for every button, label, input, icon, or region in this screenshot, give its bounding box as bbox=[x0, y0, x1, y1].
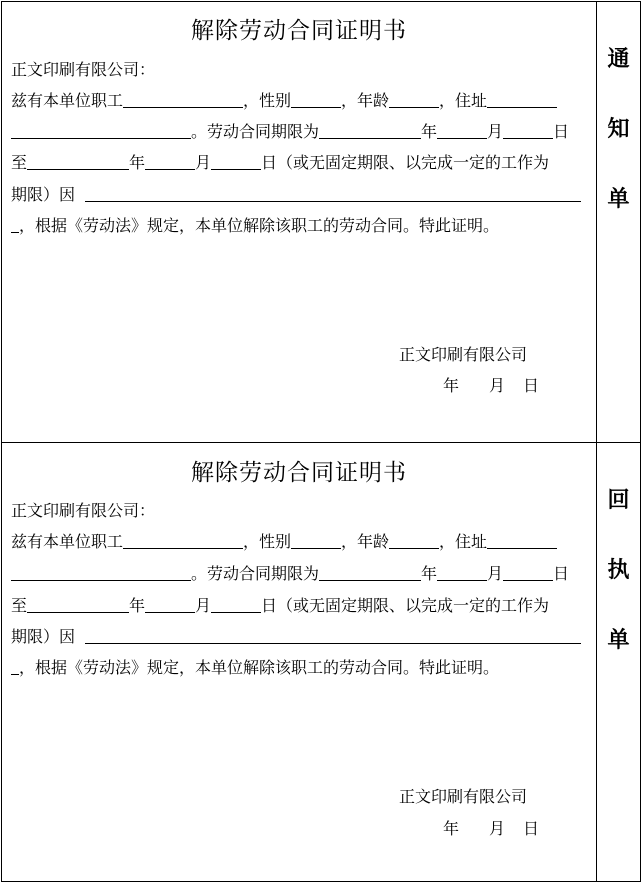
employee-name-blank[interactable] bbox=[123, 91, 243, 108]
signature-date bbox=[443, 816, 539, 839]
document-title: 解除劳动合同证明书 bbox=[191, 18, 407, 44]
employee-name-blank[interactable] bbox=[123, 532, 243, 549]
gender-label: ，性别 bbox=[243, 91, 292, 110]
reason-label: 期限）因 bbox=[11, 627, 76, 646]
end-day-blank[interactable] bbox=[211, 596, 261, 613]
gender-label: ，性别 bbox=[243, 532, 292, 551]
side-char: 单 bbox=[607, 627, 630, 653]
age-blank[interactable] bbox=[389, 91, 439, 108]
contract-term-line bbox=[11, 564, 569, 584]
side-char: 单 bbox=[607, 186, 630, 212]
gender-blank[interactable] bbox=[291, 532, 341, 549]
side-char: 回 bbox=[607, 487, 630, 513]
reason-label: 期限）因 bbox=[11, 185, 76, 204]
year-label: 年 bbox=[421, 122, 438, 141]
employee-label: 兹有本单位职工 bbox=[11, 532, 124, 551]
reason-blank[interactable] bbox=[85, 185, 581, 202]
statement-text: ，根据《劳动法》规定，本单位解除该职工的劳动合同。特此证明。 bbox=[19, 658, 500, 677]
year-label: 年 bbox=[129, 596, 146, 615]
receipt-section bbox=[2, 443, 596, 881]
date-year: 年 bbox=[443, 376, 460, 395]
address-label: ，住址 bbox=[439, 91, 488, 110]
contract-term-label: 。劳动合同期限为 bbox=[191, 122, 320, 141]
age-label: ，年龄 bbox=[341, 532, 390, 551]
month-label: 月 bbox=[195, 153, 212, 172]
start-year-blank[interactable] bbox=[319, 122, 421, 139]
address-continued-blank[interactable] bbox=[11, 122, 191, 139]
month-label: 月 bbox=[487, 564, 504, 583]
receipt-side-label bbox=[597, 443, 640, 881]
side-char: 执 bbox=[607, 557, 630, 583]
to-label: 至 bbox=[11, 596, 28, 615]
start-year-blank[interactable] bbox=[319, 564, 421, 581]
start-month-blank[interactable] bbox=[437, 564, 487, 581]
start-month-blank[interactable] bbox=[437, 122, 487, 139]
reason-blank[interactable] bbox=[85, 627, 581, 644]
side-char: 知 bbox=[607, 116, 630, 142]
employee-info-line bbox=[11, 91, 557, 111]
gender-blank[interactable] bbox=[291, 91, 341, 108]
notice-section bbox=[2, 2, 596, 442]
statement-line bbox=[11, 658, 499, 678]
statement-line bbox=[11, 216, 499, 236]
statement-text: ，根据《劳动法》规定，本单位解除该职工的劳动合同。特此证明。 bbox=[19, 216, 500, 235]
day-clause-label: 日（或无固定期限、以完成一定的工作为 bbox=[261, 153, 550, 172]
reason-line bbox=[11, 627, 581, 647]
reason-continued-blank[interactable] bbox=[11, 216, 19, 233]
date-year: 年 bbox=[443, 819, 460, 838]
certificate-form bbox=[1, 1, 641, 882]
date-month: 月 bbox=[489, 819, 506, 838]
address-blank[interactable] bbox=[487, 91, 557, 108]
side-char: 通 bbox=[607, 46, 630, 72]
addressee: 正文印刷有限公司： bbox=[11, 501, 156, 520]
end-year-blank[interactable] bbox=[27, 596, 129, 613]
signature-company: 正文印刷有限公司 bbox=[399, 787, 528, 806]
contract-end-line bbox=[11, 596, 549, 616]
address-continued-blank[interactable] bbox=[11, 564, 191, 581]
employee-label: 兹有本单位职工 bbox=[11, 91, 124, 110]
end-month-blank[interactable] bbox=[145, 153, 195, 170]
notice-side-label bbox=[597, 2, 640, 442]
start-day-blank[interactable] bbox=[503, 564, 553, 581]
address-blank[interactable] bbox=[487, 532, 557, 549]
address-label: ，住址 bbox=[439, 532, 488, 551]
addressee: 正文印刷有限公司： bbox=[11, 60, 156, 79]
day-label: 日 bbox=[553, 122, 570, 141]
date-day: 日 bbox=[523, 819, 540, 838]
end-day-blank[interactable] bbox=[211, 153, 261, 170]
age-blank[interactable] bbox=[389, 532, 439, 549]
date-day: 日 bbox=[523, 376, 540, 395]
month-label: 月 bbox=[195, 596, 212, 615]
start-day-blank[interactable] bbox=[503, 122, 553, 139]
month-label: 月 bbox=[487, 122, 504, 141]
end-year-blank[interactable] bbox=[27, 153, 129, 170]
day-label: 日 bbox=[553, 564, 570, 583]
end-month-blank[interactable] bbox=[145, 596, 195, 613]
date-month: 月 bbox=[489, 376, 506, 395]
day-clause-label: 日（或无固定期限、以完成一定的工作为 bbox=[261, 596, 550, 615]
age-label: ，年龄 bbox=[341, 91, 390, 110]
document-title: 解除劳动合同证明书 bbox=[191, 460, 407, 486]
year-label: 年 bbox=[421, 564, 438, 583]
employee-info-line bbox=[11, 532, 557, 552]
contract-term-label: 。劳动合同期限为 bbox=[191, 564, 320, 583]
contract-end-line bbox=[11, 153, 549, 173]
signature-company: 正文印刷有限公司 bbox=[399, 345, 528, 364]
reason-continued-blank[interactable] bbox=[11, 658, 19, 675]
contract-term-line bbox=[11, 122, 569, 142]
to-label: 至 bbox=[11, 153, 28, 172]
reason-line bbox=[11, 185, 581, 205]
signature-date bbox=[443, 373, 539, 396]
year-label: 年 bbox=[129, 153, 146, 172]
